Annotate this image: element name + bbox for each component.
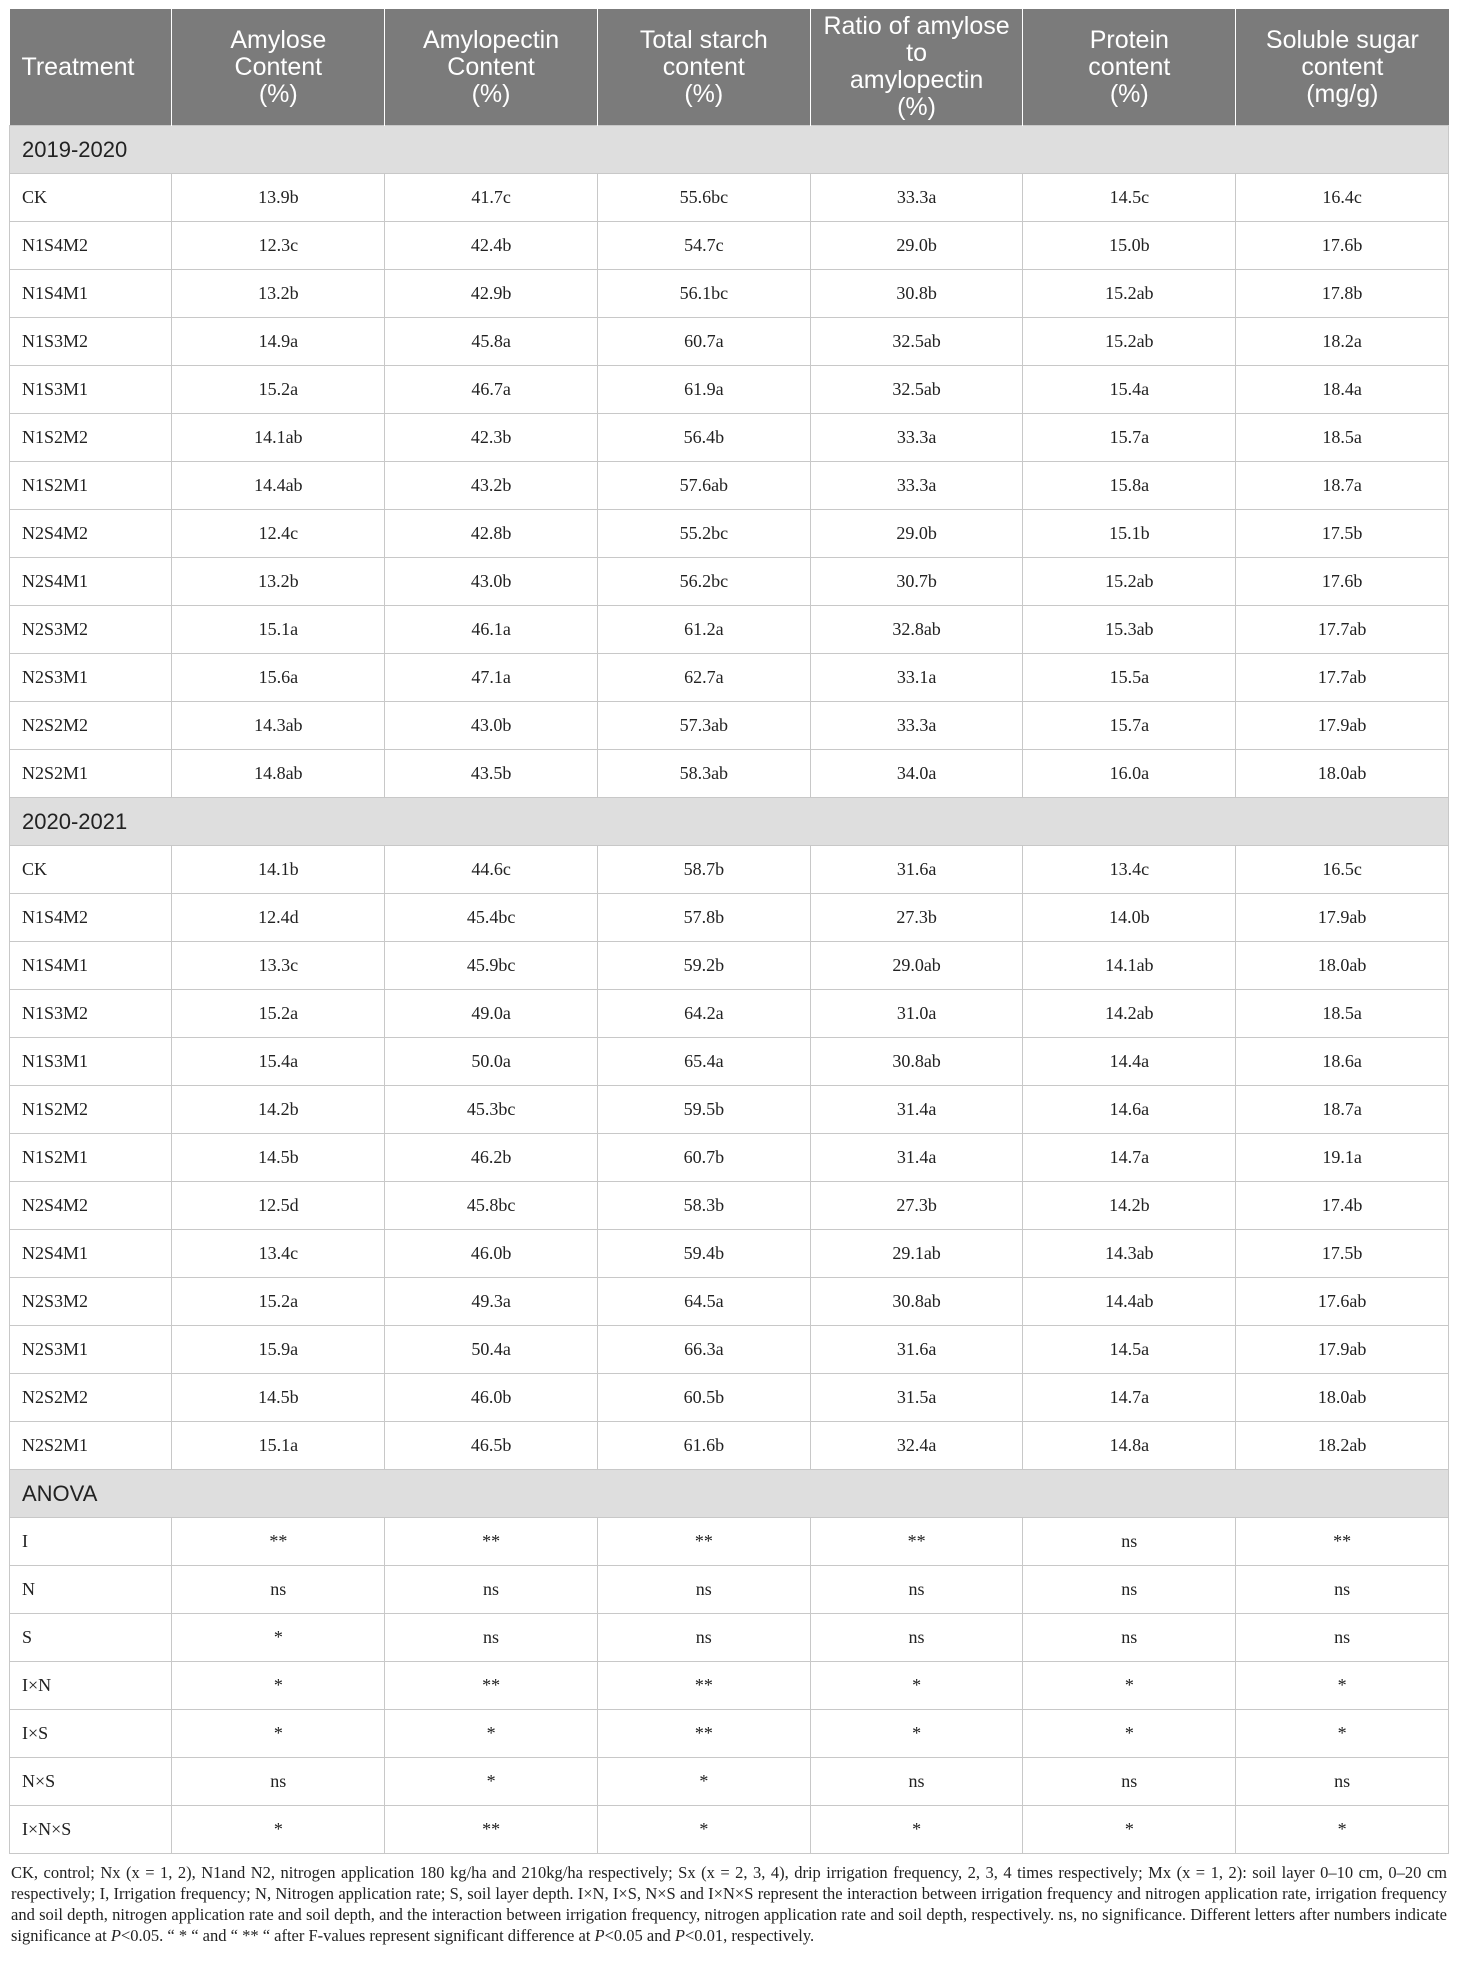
- column-header: Amylose Content (%): [172, 9, 385, 126]
- value-cell: 30.8ab: [810, 1278, 1023, 1326]
- value-cell: 41.7c: [385, 174, 598, 222]
- value-cell: **: [810, 1518, 1023, 1566]
- value-cell: 32.5ab: [810, 366, 1023, 414]
- value-cell: 18.4a: [1236, 366, 1449, 414]
- table-row: [10, 1422, 1449, 1470]
- table-row: [10, 1038, 1449, 1086]
- value-cell: 18.6a: [1236, 1038, 1449, 1086]
- value-cell: 46.0b: [385, 1230, 598, 1278]
- value-cell: 49.0a: [385, 990, 598, 1038]
- table-footnote: CK, control; Nx (x = 1, 2), N1and N2, nitrogen application 180 kg/ha and 210kg/ha respectively; Sx (x = 2, 3, 4), drip irrigation frequency, 2, 3, 4 times respectively; Mx (x = 1, 2): soil layer 0–10 cm, 0–20 cm respectively; I, Irrigation frequency; N, Nitrogen application rate; S, soil layer depth. I×N, I×S, N×S and I×N×S represent the interaction between irrigation frequency and nitrogen application rate, irrigation frequency and soil depth, nitrogen application rate and soil depth, and the interaction between irrigation frequency, nitrogen application rate and soil depth, respectively. ns, no significance. Different letters after numbers indicate significance at P<0.05. “ * “ and “ ** “ after F-values represent significant difference at P<0.05 and P<0.01, respectively.: [11, 1863, 1447, 1945]
- value-cell: 45.4bc: [385, 894, 598, 942]
- value-cell: *: [385, 1710, 598, 1758]
- value-cell: 34.0a: [810, 750, 1023, 798]
- value-cell: *: [1236, 1710, 1449, 1758]
- column-header: Treatment: [10, 9, 172, 126]
- value-cell: ns: [1236, 1614, 1449, 1662]
- value-cell: 18.0ab: [1236, 1374, 1449, 1422]
- value-cell: *: [172, 1806, 385, 1854]
- value-cell: 14.3ab: [1023, 1230, 1236, 1278]
- value-cell: **: [172, 1518, 385, 1566]
- value-cell: 59.2b: [597, 942, 810, 990]
- data-table: [9, 9, 1449, 1854]
- table-row: [10, 510, 1449, 558]
- value-cell: *: [810, 1662, 1023, 1710]
- value-cell: 45.9bc: [385, 942, 598, 990]
- value-cell: 17.6b: [1236, 558, 1449, 606]
- value-cell: 64.5a: [597, 1278, 810, 1326]
- table-row: [10, 1134, 1449, 1182]
- table-row: [10, 366, 1449, 414]
- table-row: [10, 942, 1449, 990]
- value-cell: 58.3ab: [597, 750, 810, 798]
- table-row: [10, 1614, 1449, 1662]
- value-cell: 18.0ab: [1236, 942, 1449, 990]
- column-header: Ratio of amylose to amylopectin (%): [810, 9, 1023, 126]
- value-cell: 31.5a: [810, 1374, 1023, 1422]
- treatment-cell: N2S3M2: [10, 1278, 172, 1326]
- value-cell: 29.0ab: [810, 942, 1023, 990]
- table-row: [10, 1374, 1449, 1422]
- column-header: Soluble sugar content (mg/g): [1236, 9, 1449, 126]
- value-cell: 45.8a: [385, 318, 598, 366]
- value-cell: 31.6a: [810, 1326, 1023, 1374]
- value-cell: 18.5a: [1236, 414, 1449, 462]
- value-cell: 17.9ab: [1236, 1326, 1449, 1374]
- value-cell: 27.3b: [810, 894, 1023, 942]
- table-container: [9, 9, 1449, 1946]
- treatment-cell: N1S4M1: [10, 942, 172, 990]
- value-cell: *: [172, 1662, 385, 1710]
- table-body: [10, 126, 1449, 1854]
- value-cell: 30.8ab: [810, 1038, 1023, 1086]
- treatment-cell: N1S2M1: [10, 462, 172, 510]
- treatment-cell: N2S3M2: [10, 606, 172, 654]
- table-row: [10, 1758, 1449, 1806]
- value-cell: *: [810, 1710, 1023, 1758]
- table-row: [10, 1566, 1449, 1614]
- value-cell: 13.4c: [172, 1230, 385, 1278]
- value-cell: 16.0a: [1023, 750, 1236, 798]
- value-cell: 18.0ab: [1236, 750, 1449, 798]
- table-row: [10, 702, 1449, 750]
- value-cell: **: [385, 1806, 598, 1854]
- section-row: [10, 126, 1449, 174]
- value-cell: 46.2b: [385, 1134, 598, 1182]
- value-cell: ns: [172, 1758, 385, 1806]
- value-cell: *: [1023, 1710, 1236, 1758]
- value-cell: 17.4b: [1236, 1182, 1449, 1230]
- table-row: [10, 606, 1449, 654]
- value-cell: 29.1ab: [810, 1230, 1023, 1278]
- value-cell: 65.4a: [597, 1038, 810, 1086]
- value-cell: 59.5b: [597, 1086, 810, 1134]
- table-row: [10, 1518, 1449, 1566]
- value-cell: 54.7c: [597, 222, 810, 270]
- table-row: [10, 894, 1449, 942]
- value-cell: 31.4a: [810, 1086, 1023, 1134]
- value-cell: 16.4c: [1236, 174, 1449, 222]
- value-cell: 15.2a: [172, 366, 385, 414]
- value-cell: 12.4d: [172, 894, 385, 942]
- value-cell: *: [385, 1758, 598, 1806]
- value-cell: 45.3bc: [385, 1086, 598, 1134]
- value-cell: *: [810, 1806, 1023, 1854]
- value-cell: *: [597, 1806, 810, 1854]
- value-cell: 14.8a: [1023, 1422, 1236, 1470]
- value-cell: 14.9a: [172, 318, 385, 366]
- value-cell: 14.1ab: [172, 414, 385, 462]
- value-cell: 12.4c: [172, 510, 385, 558]
- value-cell: 15.1a: [172, 1422, 385, 1470]
- value-cell: **: [385, 1662, 598, 1710]
- treatment-cell: N1S3M2: [10, 990, 172, 1038]
- treatment-cell: I×N×S: [10, 1806, 172, 1854]
- value-cell: 46.0b: [385, 1374, 598, 1422]
- value-cell: 61.9a: [597, 366, 810, 414]
- value-cell: 15.7a: [1023, 414, 1236, 462]
- value-cell: *: [1023, 1806, 1236, 1854]
- value-cell: 14.0b: [1023, 894, 1236, 942]
- value-cell: 14.3ab: [172, 702, 385, 750]
- value-cell: 43.2b: [385, 462, 598, 510]
- value-cell: 27.3b: [810, 1182, 1023, 1230]
- value-cell: *: [172, 1614, 385, 1662]
- value-cell: 32.4a: [810, 1422, 1023, 1470]
- section-row: [10, 1470, 1449, 1518]
- value-cell: 13.4c: [1023, 846, 1236, 894]
- value-cell: ns: [385, 1614, 598, 1662]
- treatment-cell: N1S2M1: [10, 1134, 172, 1182]
- treatment-cell: N2S4M1: [10, 1230, 172, 1278]
- treatment-cell: N2S4M2: [10, 510, 172, 558]
- value-cell: ns: [1023, 1614, 1236, 1662]
- value-cell: 15.6a: [172, 654, 385, 702]
- value-cell: 55.2bc: [597, 510, 810, 558]
- value-cell: 56.1bc: [597, 270, 810, 318]
- table-row: [10, 318, 1449, 366]
- value-cell: 49.3a: [385, 1278, 598, 1326]
- value-cell: ns: [1023, 1518, 1236, 1566]
- value-cell: 14.4a: [1023, 1038, 1236, 1086]
- value-cell: 46.5b: [385, 1422, 598, 1470]
- treatment-cell: N1S3M1: [10, 1038, 172, 1086]
- table-row: [10, 750, 1449, 798]
- value-cell: 15.1b: [1023, 510, 1236, 558]
- section-label: 2020-2021: [10, 798, 1449, 846]
- value-cell: 14.1ab: [1023, 942, 1236, 990]
- value-cell: 17.5b: [1236, 1230, 1449, 1278]
- treatment-cell: I×S: [10, 1710, 172, 1758]
- value-cell: **: [385, 1518, 598, 1566]
- value-cell: 60.5b: [597, 1374, 810, 1422]
- value-cell: 43.5b: [385, 750, 598, 798]
- table-row: [10, 654, 1449, 702]
- value-cell: 50.0a: [385, 1038, 598, 1086]
- value-cell: 66.3a: [597, 1326, 810, 1374]
- section-row: [10, 798, 1449, 846]
- value-cell: 14.2ab: [1023, 990, 1236, 1038]
- treatment-cell: N1S4M1: [10, 270, 172, 318]
- value-cell: 17.8b: [1236, 270, 1449, 318]
- value-cell: 58.7b: [597, 846, 810, 894]
- value-cell: ns: [1023, 1566, 1236, 1614]
- table-row: [10, 1806, 1449, 1854]
- treatment-cell: N2S4M1: [10, 558, 172, 606]
- header-row: [10, 9, 1449, 126]
- value-cell: **: [597, 1662, 810, 1710]
- value-cell: 13.3c: [172, 942, 385, 990]
- table-row: [10, 846, 1449, 894]
- value-cell: 45.8bc: [385, 1182, 598, 1230]
- value-cell: 57.6ab: [597, 462, 810, 510]
- treatment-cell: N: [10, 1566, 172, 1614]
- value-cell: 15.5a: [1023, 654, 1236, 702]
- table-row: [10, 1710, 1449, 1758]
- value-cell: 17.6ab: [1236, 1278, 1449, 1326]
- treatment-cell: N1S2M2: [10, 1086, 172, 1134]
- value-cell: 14.6a: [1023, 1086, 1236, 1134]
- treatment-cell: CK: [10, 174, 172, 222]
- value-cell: 16.5c: [1236, 846, 1449, 894]
- value-cell: 60.7b: [597, 1134, 810, 1182]
- value-cell: 15.1a: [172, 606, 385, 654]
- table-row: [10, 1662, 1449, 1710]
- value-cell: 17.7ab: [1236, 606, 1449, 654]
- value-cell: 42.8b: [385, 510, 598, 558]
- value-cell: 29.0b: [810, 510, 1023, 558]
- table-row: [10, 1326, 1449, 1374]
- value-cell: 30.8b: [810, 270, 1023, 318]
- value-cell: 14.2b: [172, 1086, 385, 1134]
- treatment-cell: N1S3M2: [10, 318, 172, 366]
- value-cell: 43.0b: [385, 558, 598, 606]
- treatment-cell: S: [10, 1614, 172, 1662]
- section-label: ANOVA: [10, 1470, 1449, 1518]
- value-cell: 59.4b: [597, 1230, 810, 1278]
- table-row: [10, 1230, 1449, 1278]
- value-cell: 15.4a: [1023, 366, 1236, 414]
- treatment-cell: CK: [10, 846, 172, 894]
- value-cell: 18.7a: [1236, 462, 1449, 510]
- value-cell: 42.3b: [385, 414, 598, 462]
- treatment-cell: N2S3M1: [10, 654, 172, 702]
- column-header: Protein content (%): [1023, 9, 1236, 126]
- value-cell: 17.9ab: [1236, 894, 1449, 942]
- value-cell: 14.2b: [1023, 1182, 1236, 1230]
- value-cell: 13.9b: [172, 174, 385, 222]
- value-cell: 46.1a: [385, 606, 598, 654]
- value-cell: 57.3ab: [597, 702, 810, 750]
- value-cell: 42.4b: [385, 222, 598, 270]
- value-cell: 15.0b: [1023, 222, 1236, 270]
- value-cell: 18.5a: [1236, 990, 1449, 1038]
- treatment-cell: I×N: [10, 1662, 172, 1710]
- value-cell: 14.8ab: [172, 750, 385, 798]
- value-cell: 15.2a: [172, 1278, 385, 1326]
- table-header: [10, 9, 1449, 126]
- value-cell: 14.4ab: [1023, 1278, 1236, 1326]
- value-cell: 58.3b: [597, 1182, 810, 1230]
- value-cell: 46.7a: [385, 366, 598, 414]
- treatment-cell: N1S3M1: [10, 366, 172, 414]
- value-cell: 31.4a: [810, 1134, 1023, 1182]
- value-cell: *: [1236, 1806, 1449, 1854]
- treatment-cell: N2S2M2: [10, 1374, 172, 1422]
- value-cell: ns: [810, 1566, 1023, 1614]
- value-cell: 60.7a: [597, 318, 810, 366]
- treatment-cell: N1S4M2: [10, 222, 172, 270]
- table-row: [10, 1182, 1449, 1230]
- table-row: [10, 462, 1449, 510]
- value-cell: 47.1a: [385, 654, 598, 702]
- value-cell: 13.2b: [172, 558, 385, 606]
- value-cell: **: [597, 1518, 810, 1566]
- value-cell: 14.5b: [172, 1134, 385, 1182]
- treatment-cell: N2S3M1: [10, 1326, 172, 1374]
- value-cell: 33.3a: [810, 702, 1023, 750]
- value-cell: 14.4ab: [172, 462, 385, 510]
- value-cell: 62.7a: [597, 654, 810, 702]
- value-cell: 50.4a: [385, 1326, 598, 1374]
- treatment-cell: N2S2M1: [10, 1422, 172, 1470]
- value-cell: **: [1236, 1518, 1449, 1566]
- value-cell: 15.9a: [172, 1326, 385, 1374]
- treatment-cell: N2S4M2: [10, 1182, 172, 1230]
- value-cell: 32.8ab: [810, 606, 1023, 654]
- table-row: [10, 222, 1449, 270]
- value-cell: 42.9b: [385, 270, 598, 318]
- value-cell: 31.6a: [810, 846, 1023, 894]
- value-cell: 14.5c: [1023, 174, 1236, 222]
- value-cell: *: [172, 1710, 385, 1758]
- value-cell: 15.2ab: [1023, 270, 1236, 318]
- value-cell: 30.7b: [810, 558, 1023, 606]
- value-cell: 18.7a: [1236, 1086, 1449, 1134]
- table-row: [10, 1278, 1449, 1326]
- value-cell: ns: [810, 1758, 1023, 1806]
- column-header: Amylopectin Content (%): [385, 9, 598, 126]
- value-cell: ns: [1236, 1758, 1449, 1806]
- value-cell: 32.5ab: [810, 318, 1023, 366]
- table-row: [10, 1086, 1449, 1134]
- value-cell: 33.3a: [810, 174, 1023, 222]
- table-row: [10, 174, 1449, 222]
- treatment-cell: N×S: [10, 1758, 172, 1806]
- value-cell: 12.5d: [172, 1182, 385, 1230]
- value-cell: 15.8a: [1023, 462, 1236, 510]
- value-cell: 33.1a: [810, 654, 1023, 702]
- value-cell: 14.7a: [1023, 1134, 1236, 1182]
- value-cell: ns: [597, 1566, 810, 1614]
- table-row: [10, 270, 1449, 318]
- value-cell: 17.6b: [1236, 222, 1449, 270]
- value-cell: 57.8b: [597, 894, 810, 942]
- value-cell: 55.6bc: [597, 174, 810, 222]
- column-header: Total starch content (%): [597, 9, 810, 126]
- value-cell: 44.6c: [385, 846, 598, 894]
- value-cell: 15.3ab: [1023, 606, 1236, 654]
- value-cell: 15.7a: [1023, 702, 1236, 750]
- value-cell: 13.2b: [172, 270, 385, 318]
- value-cell: *: [1023, 1662, 1236, 1710]
- value-cell: 33.3a: [810, 462, 1023, 510]
- value-cell: 14.5a: [1023, 1326, 1236, 1374]
- section-label: 2019-2020: [10, 126, 1449, 174]
- value-cell: 19.1a: [1236, 1134, 1449, 1182]
- value-cell: 17.9ab: [1236, 702, 1449, 750]
- value-cell: 15.2ab: [1023, 318, 1236, 366]
- value-cell: 14.7a: [1023, 1374, 1236, 1422]
- table-row: [10, 414, 1449, 462]
- value-cell: ns: [1023, 1758, 1236, 1806]
- value-cell: ns: [1236, 1566, 1449, 1614]
- treatment-cell: I: [10, 1518, 172, 1566]
- value-cell: 33.3a: [810, 414, 1023, 462]
- value-cell: ns: [597, 1614, 810, 1662]
- treatment-cell: N2S2M2: [10, 702, 172, 750]
- treatment-cell: N2S2M1: [10, 750, 172, 798]
- value-cell: 43.0b: [385, 702, 598, 750]
- value-cell: 61.2a: [597, 606, 810, 654]
- value-cell: 15.2ab: [1023, 558, 1236, 606]
- table-row: [10, 990, 1449, 1038]
- value-cell: 61.6b: [597, 1422, 810, 1470]
- value-cell: *: [597, 1758, 810, 1806]
- value-cell: 12.3c: [172, 222, 385, 270]
- treatment-cell: N1S4M2: [10, 894, 172, 942]
- value-cell: 14.1b: [172, 846, 385, 894]
- value-cell: ns: [385, 1566, 598, 1614]
- value-cell: ns: [172, 1566, 385, 1614]
- value-cell: 15.2a: [172, 990, 385, 1038]
- value-cell: ns: [810, 1614, 1023, 1662]
- value-cell: 18.2ab: [1236, 1422, 1449, 1470]
- treatment-cell: N1S2M2: [10, 414, 172, 462]
- value-cell: 14.5b: [172, 1374, 385, 1422]
- value-cell: 17.7ab: [1236, 654, 1449, 702]
- value-cell: 18.2a: [1236, 318, 1449, 366]
- value-cell: 31.0a: [810, 990, 1023, 1038]
- value-cell: 15.4a: [172, 1038, 385, 1086]
- value-cell: 29.0b: [810, 222, 1023, 270]
- table-row: [10, 558, 1449, 606]
- value-cell: *: [1236, 1662, 1449, 1710]
- value-cell: 56.2bc: [597, 558, 810, 606]
- value-cell: 56.4b: [597, 414, 810, 462]
- value-cell: 17.5b: [1236, 510, 1449, 558]
- value-cell: 64.2a: [597, 990, 810, 1038]
- value-cell: **: [597, 1710, 810, 1758]
